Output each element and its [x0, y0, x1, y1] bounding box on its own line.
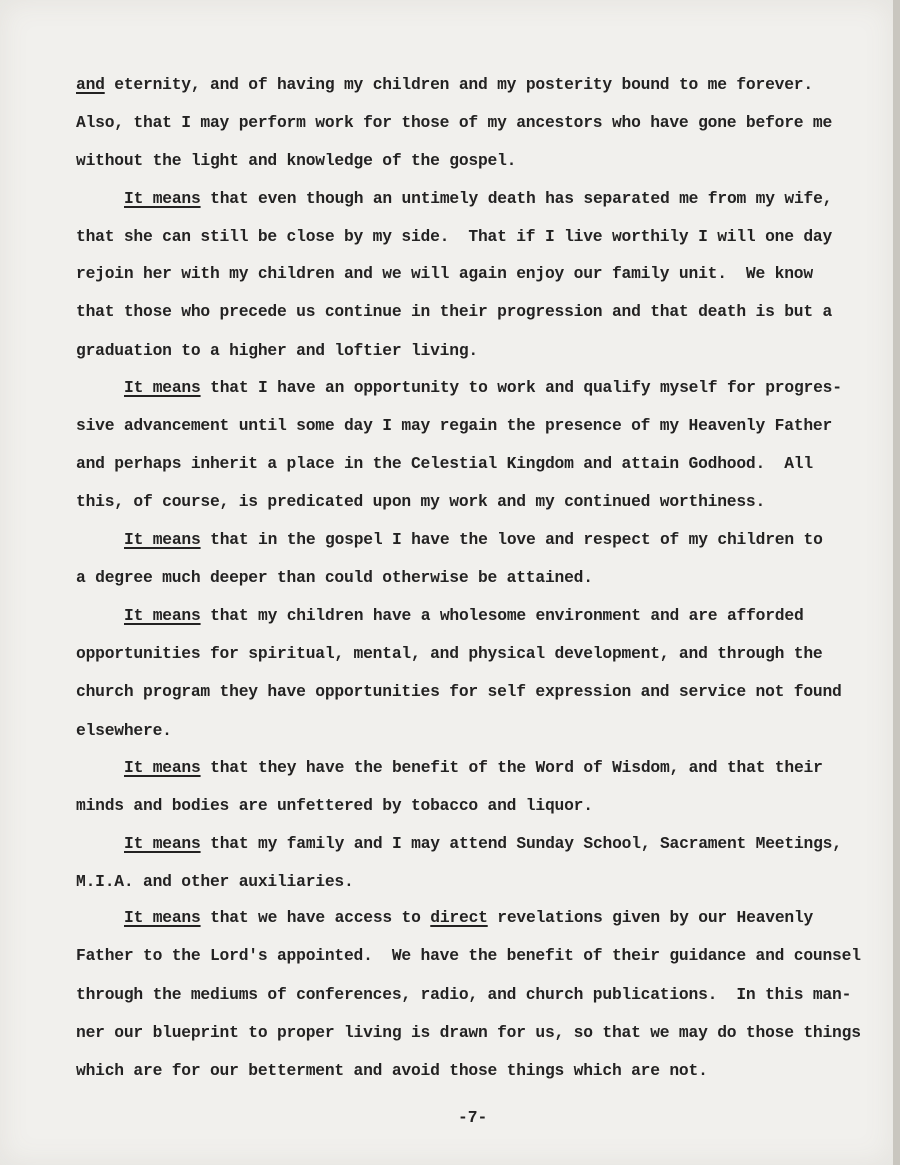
- line-text: and perhaps inherit a place in the Celestial Kingdom and attain Godhood. All: [76, 454, 813, 473]
- line-text: M.I.A. and other auxiliaries.: [76, 872, 354, 891]
- text-line: [124, 530, 823, 550]
- text-line: [76, 302, 832, 322]
- page-number: -7-: [458, 1108, 488, 1127]
- underlined-text: and: [76, 75, 105, 94]
- text-line: [76, 341, 478, 361]
- underlined-text: It means: [124, 606, 201, 625]
- text-line: [76, 416, 832, 436]
- underlined-text: It means: [124, 834, 201, 853]
- line-text: that she can still be close by my side. That if I live worthily I will one day: [76, 227, 833, 246]
- line-text: rejoin her with my children and we will again enjoy our family unit. We know: [76, 264, 813, 283]
- text-line: [124, 908, 813, 928]
- text-line: [76, 151, 516, 171]
- line-text: Father to the Lord's appointed. We have the benefit of their guidance and counsel: [76, 946, 861, 965]
- line-text: Also, that I may perform work for those of my ancestors who have gone before me: [76, 113, 833, 132]
- line-text: without the light and knowledge of the gospel.: [76, 151, 517, 170]
- underlined-text: It means: [124, 378, 201, 397]
- text-line: [76, 568, 593, 588]
- underlined-text: It means: [124, 908, 201, 927]
- text-line: [76, 721, 172, 741]
- line-text: graduation to a higher and loftier living.: [76, 341, 478, 360]
- text-line: [124, 834, 842, 854]
- line-text: this, of course, is predicated upon my work and my continued worthiness.: [76, 492, 766, 511]
- text-line: [76, 644, 823, 664]
- line-text: that my children have a wholesome environment and are afforded: [200, 606, 804, 625]
- line-text: elsewhere.: [76, 721, 172, 740]
- line-text: through the mediums of conferences, radio, and church publications. In this man-: [76, 985, 852, 1004]
- line-text: that they have the benefit of the Word of Wisdom, and that their: [200, 758, 823, 777]
- text-line: [76, 1061, 708, 1081]
- text-line: [76, 227, 832, 247]
- text-line: [76, 946, 861, 966]
- line-text: minds and bodies are unfettered by tobacco and liquor.: [76, 796, 593, 815]
- text-line: [124, 189, 832, 209]
- text-line: [76, 454, 813, 474]
- line-text: that I have an opportunity to work and qualify myself for progres-: [200, 378, 842, 397]
- text-line: [76, 492, 765, 512]
- line-text: church program they have opportunities for self expression and service not found: [76, 682, 842, 701]
- underlined-text: It means: [124, 189, 201, 208]
- line-text: that in the gospel I have the love and respect of my children to: [200, 530, 823, 549]
- text-line: [76, 872, 354, 892]
- line-text: that even though an untimely death has separated me from my wife,: [200, 189, 833, 208]
- line-text: that my family and I may attend Sunday School, Sacrament Meetings,: [200, 834, 842, 853]
- text-line: [76, 985, 851, 1005]
- line-text: ner our blueprint to proper living is drawn for us, so that we may do those things: [76, 1023, 861, 1042]
- text-line: [76, 75, 813, 95]
- text-line: [76, 682, 842, 702]
- line-text: that we have access to: [200, 908, 431, 927]
- page-edge: [893, 0, 900, 1165]
- text-line: [124, 758, 823, 778]
- line-text: revelations given by our Heavenly: [487, 908, 814, 927]
- line-text: that those who precede us continue in their progression and that death is but a: [76, 302, 833, 321]
- line-text: sive advancement until some day I may regain the presence of my Heavenly Father: [76, 416, 833, 435]
- text-line: [124, 606, 804, 626]
- underlined-text: It means: [124, 758, 201, 777]
- text-line: [76, 1023, 861, 1043]
- line-text: a degree much deeper than could otherwise be attained.: [76, 568, 593, 587]
- text-line: [76, 264, 813, 284]
- line-text: which are for our betterment and avoid those things which are not.: [76, 1061, 708, 1080]
- text-line: [124, 378, 842, 398]
- text-line: [76, 113, 832, 133]
- line-text: eternity, and of having my children and my posterity bound to me forever.: [104, 75, 813, 94]
- underlined-text: direct: [430, 908, 488, 927]
- underlined-text: It means: [124, 530, 201, 549]
- line-text: opportunities for spiritual, mental, and physical development, and through the: [76, 644, 823, 663]
- text-line: [76, 796, 593, 816]
